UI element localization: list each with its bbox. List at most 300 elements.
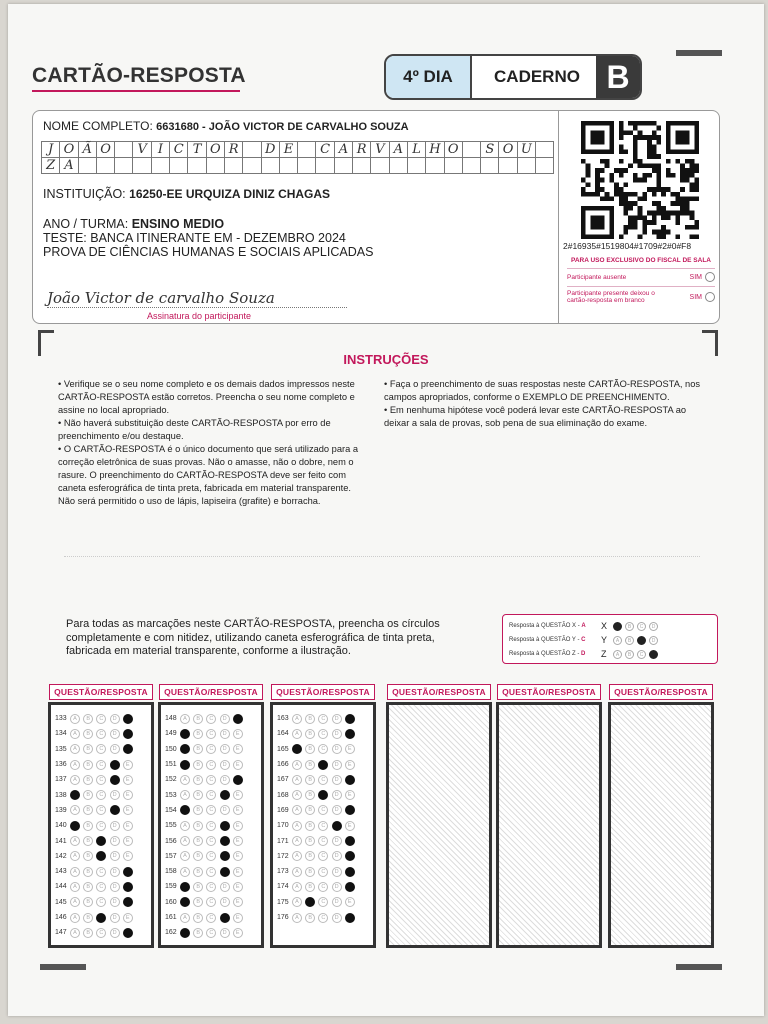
answer-bubble-d[interactable]	[220, 913, 230, 923]
answer-bubble-d[interactable]: D	[332, 744, 342, 754]
answer-bubble-a[interactable]: A	[180, 851, 190, 861]
answer-bubble-b[interactable]: B	[193, 714, 203, 724]
answer-bubble-c[interactable]: C	[206, 744, 216, 754]
answer-bubble-e[interactable]	[345, 867, 355, 877]
answer-bubble-c[interactable]: C	[318, 851, 328, 861]
answer-bubble-b[interactable]: B	[305, 836, 315, 846]
name-grid-cell[interactable]: O	[59, 141, 78, 158]
name-grid-cell[interactable]	[242, 141, 261, 158]
answer-bubble-c[interactable]: C	[96, 714, 106, 724]
answer-bubble-e[interactable]	[123, 882, 133, 892]
name-grid-cell[interactable]	[187, 157, 206, 174]
answer-bubble-b[interactable]: B	[305, 714, 315, 724]
name-grid-cell[interactable]: A	[59, 157, 78, 174]
answer-bubble-a[interactable]: A	[180, 775, 190, 785]
answer-bubble-e[interactable]	[345, 836, 355, 846]
name-grid-cell[interactable]: A	[334, 141, 353, 158]
answer-bubble-e[interactable]	[345, 851, 355, 861]
name-grid-cell[interactable]: C	[169, 141, 188, 158]
answer-bubble-e[interactable]: E	[233, 928, 243, 938]
name-grid-cell[interactable]	[242, 157, 261, 174]
answer-bubble-b[interactable]: B	[83, 714, 93, 724]
name-grid-cell[interactable]	[114, 157, 133, 174]
answer-bubble-a[interactable]: A	[292, 760, 302, 770]
answer-bubble-d[interactable]: D	[332, 867, 342, 877]
name-grid-cell[interactable]	[315, 157, 334, 174]
answer-bubble-b[interactable]: B	[305, 729, 315, 739]
answer-bubble-c[interactable]: C	[318, 775, 328, 785]
question-row	[165, 742, 246, 757]
answer-bubble-a[interactable]: A	[292, 775, 302, 785]
answer-bubble-e[interactable]: E	[233, 729, 243, 739]
answer-bubble-a[interactable]: A	[292, 913, 302, 923]
answer-bubble-a[interactable]: A	[70, 836, 80, 846]
answer-bubble-a[interactable]: A	[70, 775, 80, 785]
answer-bubble-a[interactable]: A	[180, 867, 190, 877]
name-grid-cell[interactable]: Z	[41, 157, 60, 174]
answer-bubble-a[interactable]: A	[70, 913, 80, 923]
answer-bubble-b[interactable]: B	[305, 821, 315, 831]
answer-bubble-e[interactable]: E	[233, 882, 243, 892]
name-grid-cell[interactable]	[480, 157, 499, 174]
answer-bubble-d[interactable]: D	[220, 775, 230, 785]
answer-bubble-c[interactable]	[96, 836, 106, 846]
name-grid-cell[interactable]	[297, 157, 316, 174]
answer-bubble-a[interactable]: A	[180, 913, 190, 923]
answer-bubble-a[interactable]: A	[180, 821, 190, 831]
answer-bubble-a[interactable]: A	[70, 851, 80, 861]
name-grid-cell[interactable]	[114, 141, 133, 158]
answer-bubble-c[interactable]: C	[206, 928, 216, 938]
signature[interactable]: João Victor de carvalho Souza	[47, 289, 275, 307]
name-grid-cell[interactable]: R	[352, 141, 371, 158]
fiscal-blank-circle[interactable]	[705, 292, 715, 302]
name-grid-cell[interactable]: U	[517, 141, 536, 158]
answer-bubble-e[interactable]: E	[233, 913, 243, 923]
answer-bubble-a[interactable]: A	[292, 882, 302, 892]
name-grid-cell[interactable]	[535, 157, 554, 174]
answer-bubble-b[interactable]: B	[83, 928, 93, 938]
answer-bubble-c[interactable]	[318, 790, 328, 800]
answer-bubble-b[interactable]: B	[193, 882, 203, 892]
answer-bubble-a[interactable]: A	[70, 867, 80, 877]
answer-bubble-c[interactable]: C	[318, 714, 328, 724]
answer-bubble-b[interactable]: B	[83, 867, 93, 877]
answer-bubble-a[interactable]: A	[292, 821, 302, 831]
answer-bubble-b[interactable]: B	[193, 913, 203, 923]
answer-bubble-c[interactable]: C	[206, 821, 216, 831]
answer-bubble-a[interactable]: A	[180, 836, 190, 846]
answer-bubble-b[interactable]: B	[305, 775, 315, 785]
answer-bubble-d[interactable]: D	[110, 851, 120, 861]
answer-bubble-e[interactable]	[345, 714, 355, 724]
answer-bubble-b[interactable]: B	[193, 775, 203, 785]
answer-bubble-b[interactable]: B	[193, 867, 203, 877]
answer-bubble-b[interactable]: B	[83, 790, 93, 800]
answer-bubble-c[interactable]: C	[96, 805, 106, 815]
answer-bubble-b[interactable]: B	[305, 882, 315, 892]
unused-answer-column	[496, 702, 602, 948]
answer-bubble-e[interactable]: E	[233, 867, 243, 877]
name-grid-cell[interactable]	[535, 141, 554, 158]
answer-bubble-c[interactable]: C	[206, 775, 216, 785]
question-number: 146	[55, 914, 67, 922]
name-grid-cell[interactable]	[261, 157, 280, 174]
answer-bubble-d[interactable]: D	[332, 714, 342, 724]
name-grid-cell[interactable]: T	[187, 141, 206, 158]
name-grid-cell[interactable]: L	[407, 141, 426, 158]
answer-bubble-e[interactable]: E	[345, 790, 355, 800]
question-row	[165, 910, 246, 925]
answer-bubble-c[interactable]: C	[96, 729, 106, 739]
answer-bubble-d[interactable]: D	[332, 913, 342, 923]
answer-bubble-a[interactable]	[70, 790, 80, 800]
answer-bubble-a[interactable]: A	[70, 897, 80, 907]
name-grid-cell[interactable]	[132, 157, 151, 174]
answer-bubble-a[interactable]: A	[292, 867, 302, 877]
answer-bubble-b[interactable]: B	[193, 744, 203, 754]
example-bubble: A	[613, 636, 622, 645]
answer-bubble-b[interactable]: B	[193, 897, 203, 907]
name-grid-cell[interactable]: I	[151, 141, 170, 158]
answer-bubble-d[interactable]: D	[332, 760, 342, 770]
answer-bubble-a[interactable]: A	[292, 729, 302, 739]
answer-bubble-c[interactable]: C	[318, 836, 328, 846]
question-number: 175	[277, 898, 289, 906]
answer-bubble-b[interactable]: B	[193, 928, 203, 938]
instruction-item: • Não haverá substituição deste CARTÃO-RESPOSTA por erro de preenchimento e/ou destaque.	[58, 418, 331, 441]
answer-bubble-a[interactable]	[70, 821, 80, 831]
answer-bubble-c[interactable]: C	[206, 851, 216, 861]
answer-bubble-b[interactable]: B	[193, 805, 203, 815]
answer-bubble-d[interactable]	[220, 851, 230, 861]
answer-bubble-b[interactable]: B	[305, 913, 315, 923]
answer-bubble-b[interactable]: B	[83, 897, 93, 907]
answer-bubble-b[interactable]: B	[305, 867, 315, 877]
answer-bubble-c[interactable]: C	[318, 805, 328, 815]
answer-bubble-d[interactable]: D	[110, 836, 120, 846]
name-grid-cell[interactable]: J	[41, 141, 60, 158]
name-grid-cell[interactable]: Ã	[78, 141, 97, 158]
answer-bubble-d[interactable]	[220, 790, 230, 800]
answer-bubble-b[interactable]: B	[305, 744, 315, 754]
instruction-item: • O CARTÃO-RESPOSTA é o único documento que será utilizado para a correção eletrônica de suas provas. Não o amasse, não o dobre, nem o rasure. O preenchimento do CARTÃO-RESPOSTA deve ser feito com caneta esferográfica de tinta preta, fabricada em material transparente. Não será permitido o uso de lápis, lapiseira (grafite) e borracha.	[58, 444, 359, 506]
name-grid-cell[interactable]: S	[480, 141, 499, 158]
question-number: 137	[55, 776, 67, 784]
answer-bubble-a[interactable]	[180, 882, 190, 892]
answer-bubble-a[interactable]	[180, 729, 190, 739]
answer-bubble-d[interactable]: D	[110, 867, 120, 877]
answer-bubble-e[interactable]: E	[123, 851, 133, 861]
answer-bubble-d[interactable]	[110, 760, 120, 770]
answer-bubble-e[interactable]: E	[123, 805, 133, 815]
answer-bubble-e[interactable]	[123, 744, 133, 754]
answer-bubble-d[interactable]: D	[110, 821, 120, 831]
answer-bubble-e[interactable]: E	[345, 821, 355, 831]
answer-bubble-e[interactable]: E	[345, 744, 355, 754]
answer-bubble-d[interactable]: D	[332, 775, 342, 785]
answer-bubble-d[interactable]: D	[220, 928, 230, 938]
answer-bubble-c[interactable]: C	[96, 744, 106, 754]
name-grid-cell[interactable]: E	[279, 141, 298, 158]
answer-bubble-b[interactable]: B	[83, 836, 93, 846]
name-grid-cell[interactable]: O	[444, 141, 463, 158]
name-grid-cell[interactable]	[498, 157, 517, 174]
answer-bubble-b[interactable]: B	[193, 836, 203, 846]
answer-bubble-b[interactable]: B	[305, 760, 315, 770]
name-grid-cell[interactable]: D	[261, 141, 280, 158]
answer-bubble-c[interactable]: C	[96, 821, 106, 831]
answer-bubble-c[interactable]: C	[96, 775, 106, 785]
name-grid-cell[interactable]: O	[96, 141, 115, 158]
answer-bubble-d[interactable]: D	[110, 729, 120, 739]
answer-bubble-e[interactable]	[345, 913, 355, 923]
answer-bubble-a[interactable]	[180, 897, 190, 907]
name-grid-cell[interactable]	[224, 157, 243, 174]
answer-bubble-a[interactable]: A	[292, 836, 302, 846]
answer-bubble-c[interactable]: C	[96, 882, 106, 892]
answer-bubble-c[interactable]: C	[96, 897, 106, 907]
answer-bubble-d[interactable]: D	[220, 760, 230, 770]
name-grid-cell[interactable]	[389, 157, 408, 174]
name-grid-cell[interactable]	[444, 157, 463, 174]
answer-bubble-d[interactable]: D	[332, 729, 342, 739]
answer-bubble-e[interactable]	[345, 775, 355, 785]
answer-bubble-b[interactable]: B	[193, 821, 203, 831]
answer-bubble-b[interactable]: B	[83, 729, 93, 739]
answer-bubble-b[interactable]: B	[193, 729, 203, 739]
answer-bubble-d[interactable]	[110, 775, 120, 785]
answer-bubble-d[interactable]: D	[110, 744, 120, 754]
answer-bubble-b[interactable]: B	[83, 882, 93, 892]
answer-bubble-c[interactable]	[96, 851, 106, 861]
answer-bubble-e[interactable]	[233, 714, 243, 724]
name-grid-cell[interactable]	[425, 157, 444, 174]
answer-bubble-a[interactable]: A	[70, 744, 80, 754]
answer-bubble-c[interactable]: C	[318, 897, 328, 907]
answer-bubble-c[interactable]	[318, 760, 328, 770]
answer-bubble-e[interactable]: E	[233, 790, 243, 800]
answer-bubble-c[interactable]	[96, 913, 106, 923]
name-grid-cell[interactable]	[517, 157, 536, 174]
answer-bubble-e[interactable]: E	[233, 836, 243, 846]
answer-bubble-a[interactable]: A	[180, 790, 190, 800]
answer-bubble-d[interactable]: D	[110, 897, 120, 907]
answer-bubble-b[interactable]: B	[193, 851, 203, 861]
answer-bubble-c[interactable]: C	[206, 790, 216, 800]
question-number: 133	[55, 715, 67, 723]
answer-bubble-e[interactable]	[123, 928, 133, 938]
answer-bubble-c[interactable]: C	[206, 729, 216, 739]
answer-bubble-d[interactable]: D	[220, 805, 230, 815]
answer-bubble-b[interactable]: B	[305, 805, 315, 815]
answer-bubble-e[interactable]	[345, 882, 355, 892]
answer-bubble-a[interactable]: A	[70, 729, 80, 739]
answer-bubble-b[interactable]: B	[83, 913, 93, 923]
name-grid-cell[interactable]: R	[224, 141, 243, 158]
name-grid-cell[interactable]	[462, 157, 481, 174]
answer-bubble-c[interactable]: C	[206, 836, 216, 846]
question-number: 138	[55, 791, 67, 799]
answer-bubble-d[interactable]: D	[332, 805, 342, 815]
answer-bubble-a[interactable]: A	[292, 805, 302, 815]
answer-bubble-e[interactable]	[123, 714, 133, 724]
answer-bubble-c[interactable]: C	[96, 928, 106, 938]
answer-bubble-b[interactable]: B	[305, 851, 315, 861]
answer-bubble-d[interactable]	[220, 821, 230, 831]
answer-bubble-d[interactable]: D	[110, 913, 120, 923]
question-row	[55, 818, 136, 833]
answer-bubble-d[interactable]	[220, 867, 230, 877]
question-number: 168	[277, 791, 289, 799]
answer-bubble-e[interactable]: E	[233, 821, 243, 831]
answer-bubble-e[interactable]: E	[345, 897, 355, 907]
answer-bubble-e[interactable]: E	[233, 805, 243, 815]
answer-bubble-a[interactable]: A	[70, 714, 80, 724]
answer-bubble-d[interactable]: D	[110, 790, 120, 800]
answer-bubble-d[interactable]	[220, 836, 230, 846]
answer-bubble-d[interactable]: D	[332, 836, 342, 846]
answer-bubble-d[interactable]	[110, 805, 120, 815]
example-bubble	[649, 650, 658, 659]
answer-bubble-c[interactable]: C	[318, 882, 328, 892]
name-grid-cell[interactable]: A	[389, 141, 408, 158]
answer-bubble-d[interactable]: D	[110, 714, 120, 724]
answer-bubble-c[interactable]: C	[318, 821, 328, 831]
answer-bubble-d[interactable]: D	[220, 729, 230, 739]
answer-bubble-d[interactable]: D	[332, 897, 342, 907]
instructions-left	[58, 378, 368, 508]
answer-bubble-b[interactable]: B	[83, 805, 93, 815]
answer-bubble-b[interactable]: B	[83, 760, 93, 770]
answer-bubble-a[interactable]	[180, 928, 190, 938]
name-grid-cell[interactable]: V	[132, 141, 151, 158]
instructions-right	[384, 378, 706, 430]
answer-bubble-d[interactable]: D	[110, 928, 120, 938]
name-grid-cell[interactable]	[407, 157, 426, 174]
instruction-item: • Faça o preenchimento de suas respostas neste CARTÃO-RESPOSTA, nos campos apropriados, conforme o EXEMPLO DE PREENCHIMENTO.	[384, 379, 701, 402]
answer-bubble-e[interactable]	[345, 729, 355, 739]
answer-bubble-a[interactable]: A	[180, 714, 190, 724]
answer-bubble-d[interactable]: D	[110, 882, 120, 892]
answer-bubble-d[interactable]: D	[220, 882, 230, 892]
answer-bubble-d[interactable]: D	[220, 714, 230, 724]
answer-column	[48, 702, 154, 948]
answer-bubble-b[interactable]: B	[83, 744, 93, 754]
answer-bubble-c[interactable]: C	[318, 729, 328, 739]
answer-bubble-a[interactable]: A	[292, 851, 302, 861]
answer-bubble-c[interactable]: C	[206, 867, 216, 877]
answer-bubble-e[interactable]	[345, 805, 355, 815]
name-grid-cell[interactable]	[151, 157, 170, 174]
answer-bubble-e[interactable]: E	[123, 790, 133, 800]
name-grid-cell[interactable]: O	[498, 141, 517, 158]
answer-bubble-c[interactable]: C	[96, 867, 106, 877]
answer-bubble-a[interactable]	[180, 760, 190, 770]
answer-bubble-a[interactable]: A	[292, 714, 302, 724]
answer-bubble-c[interactable]: C	[318, 744, 328, 754]
answer-bubble-c[interactable]: C	[206, 760, 216, 770]
answer-bubble-c[interactable]: C	[206, 897, 216, 907]
answer-bubble-a[interactable]	[180, 805, 190, 815]
answer-bubble-d[interactable]	[332, 821, 342, 831]
answer-bubble-e[interactable]	[233, 775, 243, 785]
answer-bubble-e[interactable]: E	[233, 897, 243, 907]
answer-bubble-a[interactable]: A	[70, 805, 80, 815]
answer-bubble-a[interactable]: A	[70, 928, 80, 938]
answer-bubble-e[interactable]: E	[123, 836, 133, 846]
answer-bubble-b[interactable]	[305, 897, 315, 907]
answer-bubble-e[interactable]: E	[123, 760, 133, 770]
answer-bubble-c[interactable]: C	[318, 867, 328, 877]
answer-bubble-b[interactable]: B	[305, 790, 315, 800]
answer-bubble-e[interactable]	[123, 729, 133, 739]
answer-bubble-d[interactable]: D	[332, 882, 342, 892]
answer-bubble-e[interactable]: E	[233, 744, 243, 754]
answer-bubble-d[interactable]: D	[332, 790, 342, 800]
fiscal-absent-circle[interactable]	[705, 272, 715, 282]
name-grid-cell[interactable]	[96, 157, 115, 174]
answer-bubble-b[interactable]: B	[83, 775, 93, 785]
answer-bubble-d[interactable]: D	[220, 744, 230, 754]
answer-bubble-a[interactable]	[180, 744, 190, 754]
answer-bubble-e[interactable]: E	[123, 821, 133, 831]
answer-bubble-a[interactable]: A	[70, 882, 80, 892]
answer-bubble-b[interactable]: B	[83, 821, 93, 831]
answer-bubble-e[interactable]	[123, 867, 133, 877]
answer-bubble-e[interactable]: E	[233, 760, 243, 770]
answer-bubble-c[interactable]: C	[206, 805, 216, 815]
answer-bubble-e[interactable]: E	[123, 913, 133, 923]
name-grid-cell[interactable]	[206, 157, 225, 174]
answer-bubble-a[interactable]	[292, 744, 302, 754]
answer-bubble-a[interactable]: A	[70, 760, 80, 770]
name-grid-cell[interactable]	[279, 157, 298, 174]
name-grid-cell[interactable]	[297, 141, 316, 158]
question-row	[277, 833, 358, 848]
answer-bubble-c[interactable]: C	[206, 714, 216, 724]
name-grid-cell[interactable]	[78, 157, 97, 174]
answer-bubble-a[interactable]: A	[292, 897, 302, 907]
name-grid-cell[interactable]	[370, 157, 389, 174]
answer-bubble-d[interactable]: D	[220, 897, 230, 907]
answer-bubble-e[interactable]	[123, 897, 133, 907]
answer-bubble-c[interactable]: C	[206, 882, 216, 892]
name-grid-cell[interactable]	[169, 157, 188, 174]
name-grid-cell[interactable]: H	[425, 141, 444, 158]
answer-bubble-c[interactable]: C	[206, 913, 216, 923]
answer-bubble-c[interactable]: C	[96, 760, 106, 770]
answer-bubble-a[interactable]: A	[292, 790, 302, 800]
answer-bubble-c[interactable]: C	[318, 913, 328, 923]
answer-bubble-b[interactable]: B	[193, 790, 203, 800]
answer-bubble-e[interactable]: E	[123, 775, 133, 785]
handwritten-name-grid[interactable]	[41, 141, 553, 173]
name-grid-cell[interactable]: V	[370, 141, 389, 158]
answer-bubble-e[interactable]: E	[345, 760, 355, 770]
answer-bubble-b[interactable]: B	[83, 851, 93, 861]
answer-bubble-d[interactable]: D	[332, 851, 342, 861]
name-grid-cell[interactable]: C	[315, 141, 334, 158]
answer-bubble-c[interactable]: C	[96, 790, 106, 800]
name-grid-cell[interactable]	[334, 157, 353, 174]
name-grid-cell[interactable]	[462, 141, 481, 158]
question-number: 162	[165, 929, 177, 937]
answer-bubble-b[interactable]: B	[193, 760, 203, 770]
name-grid-cell[interactable]	[352, 157, 371, 174]
name-grid-cell[interactable]: O	[206, 141, 225, 158]
answer-bubble-e[interactable]: E	[233, 851, 243, 861]
